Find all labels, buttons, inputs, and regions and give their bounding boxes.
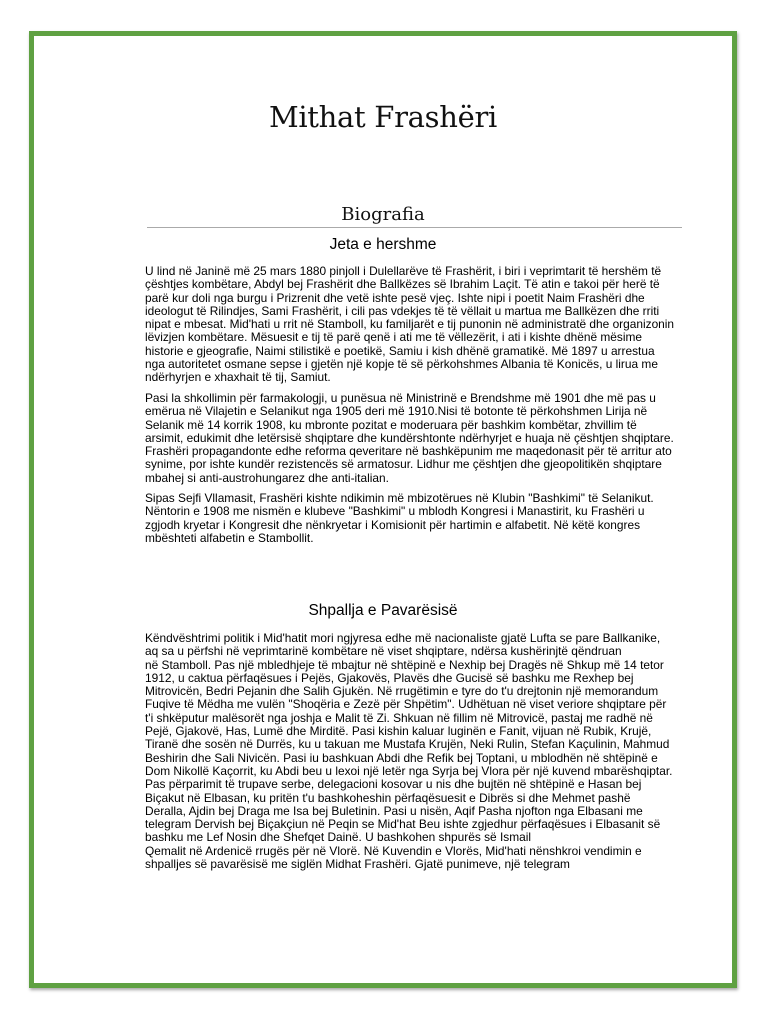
- text-line: Fuqive të Mëdha me vulën "Shoqëria e Zezë për Shpëtim". Udhëtuan në viset veriore shqiptare për: [145, 697, 667, 712]
- text-line: historie e gjeografie, Naimi stilistikë e poetikë, Samiu i kish dhënë gramatikë. Më 1897 u arrestua: [145, 343, 655, 358]
- text-line: Frashëri propagandonte edhe reforma qeveritare në bashkëpunim me maqedonasit për të arritur ato: [145, 444, 672, 459]
- paragraph-2: [145, 392, 685, 485]
- section-divider: [147, 227, 682, 228]
- text-line: Nëntorin e 1908 me nismën e klubeve "Bashkimi" u mblodh Kongresi i Manastirit, ku Frashëri u: [145, 504, 645, 519]
- page-title: Mithat Frashëri: [268, 100, 498, 134]
- text-line: Biçakut në Elbasan, ku pritën t'u bashkoheshin përfaqësuesit e Dibrës si dhe Mehmet pashë: [145, 790, 631, 805]
- text-line: Pasi la shkollimin për farmakologji, u punësua në Ministrinë e Brendshme më 1901 dhe më pas u: [145, 391, 656, 405]
- paragraph-1: [145, 265, 685, 385]
- subsection-heading-early-life: Jeta e hershme: [329, 236, 437, 253]
- text-line: Këndvështrimi politik i Mid'hatit mori ngjyresa edhe më nacionaliste gjatë Lufta se pare Ballkanike,: [145, 631, 661, 645]
- paragraph-3: [145, 492, 685, 545]
- text-line: aq sa u përfshi në veprimtarinë kombëtare në viset shqiptare, ndërsa kushërinjtë qëndruan: [145, 644, 622, 659]
- text-line: lëvizjen kombëtare. Mësuesit e tij të parë qenë i ati me të vëllezërit, i ati i kishte dhënë mësime: [145, 330, 642, 345]
- text-line: Sipas Sejfi Vllamasit, Frashëri kishte ndikimin më mbizotërues në Klubin "Bashkimi" të Selanikut.: [145, 491, 654, 505]
- text-line: shpalljes së pavarësisë me siglën Midhat Frashëri. Gjatë punimeve, një telegram: [145, 857, 570, 872]
- text-line: t'i shkëputur malësorët nga joshja e Malit të Zi. Shkuan në fillim në Mitrovicë, pastaj me radhë në: [145, 710, 653, 725]
- text-line: Beshirin dhe Sali Nivicën. Pasi iu bashkuan Abdi dhe Refik bej Toptani, u mblodhën në shtëpinë e: [145, 750, 658, 765]
- text-line: zgjodh kryetar i Kongresit dhe nënkryetar i Komisionit për hartimin e alfabetit. Në këtë kongres: [145, 517, 641, 532]
- text-line: emërua në Vilajetin e Selanikut nga 1905 deri më 1910.Nisi të botonte të përkohshmen Lirija në: [145, 404, 648, 419]
- text-line: ndërhyrjen e xhaxhait të tij, Samiut.: [145, 370, 331, 385]
- text-line: telegram Dervish bej Biçakçiun në Peqin se Mid'hat Beu ishte zgjedhur përfaqësues i Elbasanit së: [145, 817, 661, 832]
- paragraph-4: [145, 632, 685, 871]
- page-frame: [29, 31, 737, 988]
- text-line: Mitrovicën, Bedri Pejanin dhe Salih Gjukën. Në rrugëtimin e tyre do t'u drejtonin një memorandum: [145, 684, 659, 699]
- text-line: Tiranë dhe sosën në Durrës, ku u takuan me Mustafa Krujën, Neki Rulin, Stefan Kaçulinin, Mahmud: [145, 737, 670, 752]
- text-line: Pejë, Gjakovë, Has, Lumë dhe Mirditë. Pasi kishin kaluar luginën e Fanit, vijuan në Rubik, Krujë,: [145, 724, 652, 739]
- text-line: Qemalit në Ardenicë rrugës për në Vlorë. Në Kuvendin e Vlorës, Mid'hati nënshkroi vendimin e: [145, 843, 642, 858]
- text-line: Deralla, Ajdin bej Draga me Isa bej Buletinin. Pasi u nisën, Aqif Pasha njofton nga Elbasani me: [145, 803, 643, 818]
- text-line: nga autoritetet osmane sepse i gjetën një kopje të së përkohshmes Albania të Konicës, u lirua me: [145, 357, 658, 372]
- text-line: parë kur doli nga burgu i Prizrenit dhe vetë ishte pesë vjeç. Ishte nipi i poetit Naim Frashëri dhe: [145, 290, 645, 305]
- text-line: 1912, u caktua përfaqësues i Pejës, Gjakovës, Plavës dhe Gucisë së bashku me Rexhep bej: [145, 670, 634, 685]
- text-line: Selanik më 14 korrik 1908, ku mbronte pozitat e moderuara për bashkim kombëtar, zhvillim të: [145, 417, 637, 432]
- text-line: ideologut të Rilindjes, Sami Frashërit, i cili pas vdekjes të të vëllait u martua me Ballkëzen dhe rriti: [145, 303, 660, 318]
- text-line: Dom Nikollë Kaçorrit, ku Abdi beu u lexoi një letër nga Syrja bej Vlora për një kuvend mbarëshqiptar.: [145, 763, 673, 778]
- text-line: U lind në Janinë më 25 mars 1880 pinjoll i Dulellarëve të Frashërit, i biri i veprimtarit të hershëm të: [145, 264, 662, 278]
- section-heading: Biografia: [341, 204, 425, 225]
- text-line: çështjes kombëtare, Abdyl bej Frashërit dhe Ballkëzes së Ibrahim Laçit. Të atin e takoi për herë të: [145, 277, 660, 292]
- text-line: nipat e mbesat. Mid'hati u rrit në Stamboll, ku familjarët e tij punonin në administratë dhe organizonin: [145, 317, 675, 332]
- text-line: Pas përparimit të trupave serbe, delegacioni kosovar u nis dhe bujtën në shtëpinë e Hasan bej: [145, 777, 642, 792]
- text-line: synime, por ishte kundër rezistencës së armatosur. Lidhur me çështjen dhe gjeopolitikën shqiptare: [145, 457, 662, 472]
- subsection-heading-independence: Shpallja e Pavarësisë: [308, 602, 458, 619]
- text-line: bashku me Lef Nosin dhe Shefqet Dainë. U bashkohen shpurës së Ismail: [145, 830, 532, 845]
- text-line: arsimit, edukimit dhe letërsisë shqiptare dhe kundërshtonte ndërhyrjet e huaja në çështjen shqiptare.: [145, 430, 674, 445]
- text-line: në Stamboll. Pas një mbledhjeje të mbajtur në shtëpinë e Nexhip bej Dragës në Shkup më 14 tetor: [145, 657, 664, 672]
- text-line: mbështeti alfabetin e Stambollit.: [145, 530, 314, 545]
- text-line: mbahej si anti-austrohungarez dhe anti-italian.: [145, 470, 389, 485]
